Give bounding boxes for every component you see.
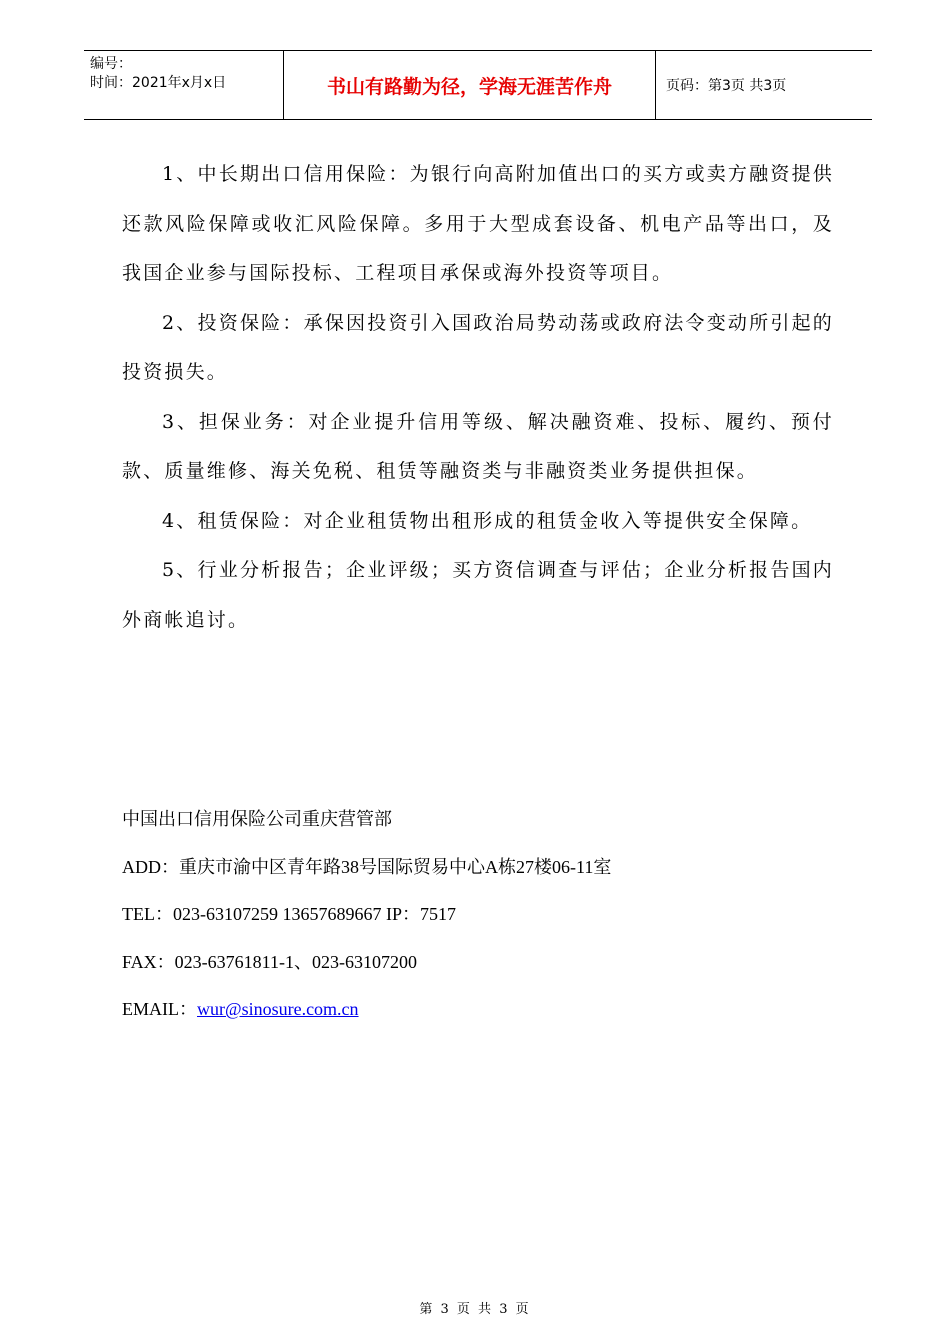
company-telephone: TEL：023-63107259 13657689667 IP：7517	[122, 904, 456, 924]
company-address: ADD：重庆市渝中区青年路38号国际贸易中心A栋27楼06-11室	[122, 856, 612, 877]
page-header	[84, 50, 872, 120]
paragraph-medium-long-term-insurance: 1、中长期出口信用保险：为银行向高附加值出口的买方或卖方融资提供还款风险保障或收汇风险保障。多用于大型成套设备、机电产品等出口，及我国企业参与国际投标、工程项目承保或海外投资等项目。	[122, 163, 834, 284]
header-info-cell	[84, 51, 284, 119]
paragraph-investment-insurance: 2、投资保险：承保因投资引入国政治局势动荡或政府法令变动所引起的投资损失。	[122, 311, 834, 383]
document-date: 时间：2021年x月x日	[90, 75, 227, 91]
paragraph-industry-reports: 5、行业分析报告；企业评级；买方资信调查与评估；企业分析报告国内外商帐追讨。	[122, 559, 834, 631]
company-fax: FAX：023-63761811-1、023-63107200	[122, 951, 417, 972]
page-footer: 第 3 页 共 3 页	[419, 1302, 531, 1317]
document-body	[122, 150, 834, 645]
contact-block	[122, 806, 842, 1044]
header-motto: 书山有路勤为径，学海无涯苦作舟	[284, 51, 656, 119]
email-link[interactable]: wur@sinosure.com.cn	[197, 999, 359, 1019]
header-page-number: 页码：第3页 共3页	[666, 78, 787, 94]
paragraph-leasing-insurance: 4、租赁保险：对企业租赁物出租形成的租赁金收入等提供安全保障。	[162, 509, 813, 532]
paragraph-guarantee-business: 3、担保业务：对企业提升信用等级、解决融资难、投标、履约、预付款、质量维修、海关免税、租赁等融资类与非融资类业务提供担保。	[122, 410, 834, 482]
email-label: EMAIL：	[122, 999, 197, 1019]
company-email-row	[122, 996, 842, 1044]
company-name: 中国出口信用保险公司重庆营管部	[122, 809, 392, 829]
document-number: 编号：	[90, 56, 132, 72]
